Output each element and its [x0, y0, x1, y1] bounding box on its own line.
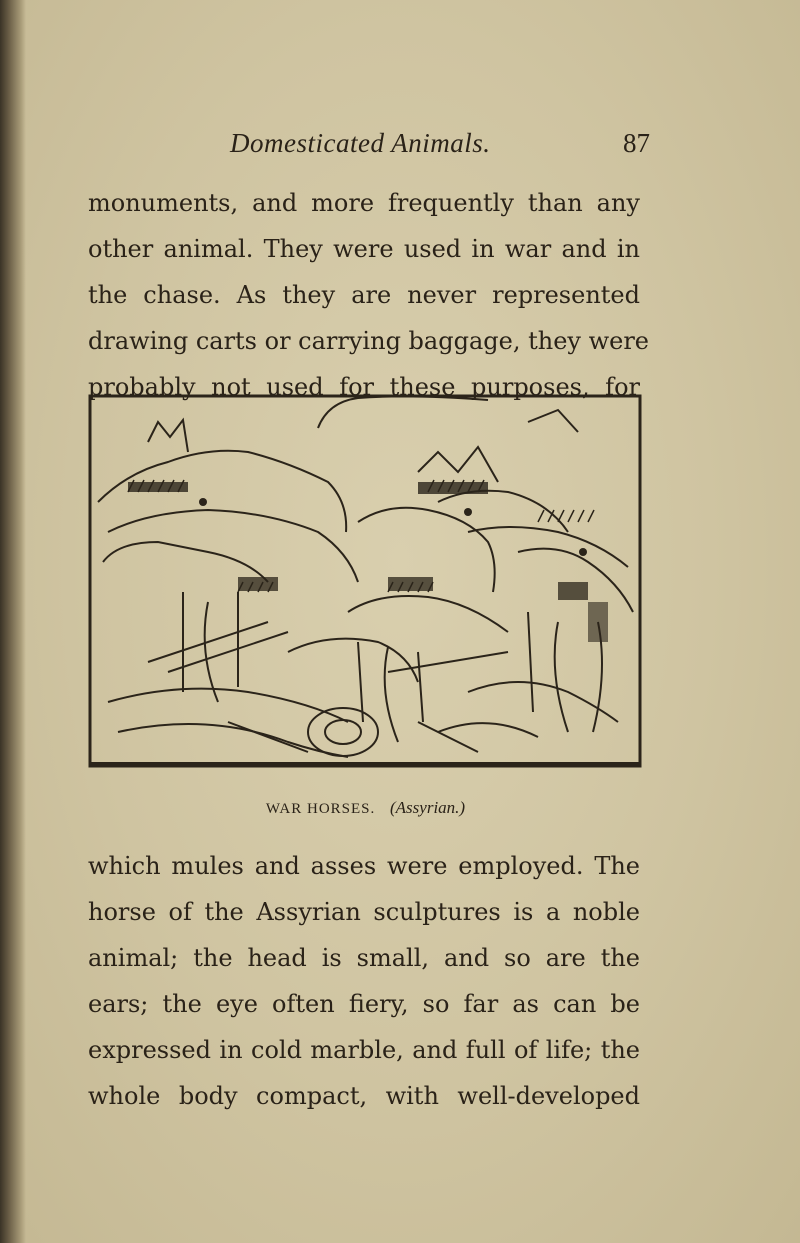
page-header — [230, 128, 650, 168]
page-number: 87 — [623, 128, 650, 158]
text-line: drawing carts or carrying baggage, they were — [88, 327, 649, 355]
text-line: the chase. As they are never represented — [88, 281, 640, 309]
text-line: horse of the Assyrian sculptures is a noble — [88, 898, 640, 926]
relief-engraving — [88, 392, 643, 770]
text-line: probably not used for these purposes, for — [88, 373, 640, 401]
caption-subtitle: (Assyrian.) — [390, 798, 466, 817]
text-line: monuments, and more frequently than any — [88, 189, 640, 217]
paragraph-bottom — [88, 843, 640, 1119]
paragraph-top — [88, 180, 649, 410]
figure-caption — [88, 798, 643, 818]
war-horses-illustration — [88, 392, 643, 770]
running-title: Domesticated Animals. — [230, 128, 491, 158]
text-line: animal; the head is small, and so are the — [88, 944, 640, 972]
text-line: whole body compact, with well-developed — [88, 1082, 640, 1110]
text-line: expressed in cold marble, and full of life; the — [88, 1036, 640, 1064]
text-line: ears; the eye often fiery, so far as can be — [88, 990, 640, 1018]
page-binding-shadow — [0, 0, 26, 1243]
text-line: which mules and asses were employed. The — [88, 852, 640, 880]
caption-title: WAR HORSES. — [265, 801, 376, 817]
text-line: other animal. They were used in war and in — [88, 235, 640, 263]
